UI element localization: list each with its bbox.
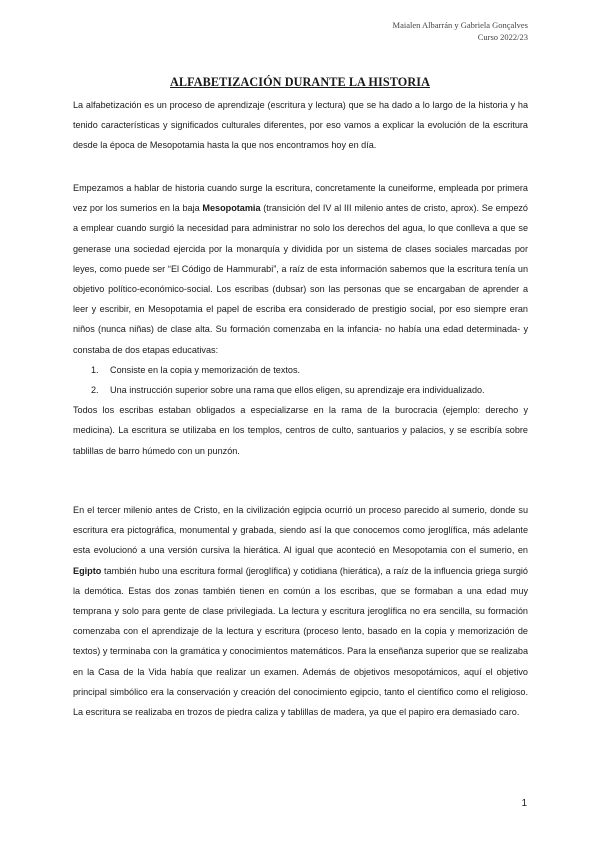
page-header [393, 19, 528, 43]
list-item-text: Consiste en la copia y memorización de textos. [110, 364, 301, 375]
text-run: Empezamos a hablar de historia cuando surge la escritura, concretamente la cuneiforme, empleada por primera vez por los sumerios en la baja [73, 183, 528, 214]
paragraph-egypt [73, 500, 528, 722]
bold-term-mesopotamia: Mesopotamia [202, 203, 261, 214]
text-run: En el tercer milenio antes de Cristo, en la civilización egipcia ocurrió un proceso parecido al sumerio, donde su escritura era pictográfica, monumental y grabada, siendo así la que conocemos como jeroglífica, más adelante esta evolucionó a una versión cursiva la hierática. Al igual que aconteció en Mesopotamia con el sumerio, en [73, 505, 528, 556]
paragraph-egypt-text [73, 500, 528, 722]
page-number: 1 [521, 798, 527, 809]
header-authors: Maialen Albarrán y Gabriela Gonçalves [392, 20, 528, 30]
paragraph-intro [73, 95, 528, 156]
paragraph-mesopotamia-continued: Todos los escribas estaban obligados a especializarse en la rama de la burocracia (ejemplo: derecho y medicina). La escritura se utilizaba en los templos, centros de culto, santuarios y palacios, y se escribía sobre tablillas de barro húmedo con un punzón. [73, 405, 528, 456]
document-title: ALFABETIZACIÓN DURANTE LA HISTORIA [170, 75, 430, 89]
list-item-number: 1. [91, 364, 99, 375]
list-item-text: Una instrucción superior sobre una rama que ellos eligen, su aprendizaje era individualizado. [110, 385, 485, 396]
paragraph-intro-text: La alfabetización es un proceso de aprendizaje (escritura y lectura) que se ha dado a lo largo de la historia y ha tenido características y significados culturales diferentes, por eso vamos a explicar la evolución de la escritura desde la época de Mesopotamia hasta la que nos encontramos hoy en día. [73, 100, 528, 151]
list-item-number: 2. [91, 385, 99, 396]
paragraph-mesopotamia-text [73, 178, 528, 360]
list-item [73, 380, 528, 400]
stages-list [73, 360, 528, 400]
paragraph-mesopotamia [73, 178, 528, 461]
text-run: también hubo una escritura formal (jeroglífica) y cotidiana (hierática), a raíz de la influencia griega surgió la demótica. Estas dos zonas también tienen en común a los escribas, que se formaban a una edad muy temprana y solo para gente de clase privilegiada. La lectura y escritura jeroglífica no era sencilla, su formación comenzaba con el aprendizaje de la lectura y escritura (proceso lento, basado en la copia y memorización de textos) y terminaba con la gramática y conocimientos matemáticos. Para la enseñanza superior que se realizaba en la Casa de la Vida había que realizar un examen. Además de objetivos mesopotámicos, aquí el objetivo principal simbólico era la conservación y creación del conocimiento egipcio, tanto el científico como el religioso. La escritura se realizaba en trozos de piedra caliza y tablillas de madera, ya que el papiro era demasiado caro. [73, 565, 528, 718]
list-item [73, 360, 528, 380]
text-run: (transición del IV al III milenio antes de cristo, aprox). Se empezó a emplear cuando surgió la necesidad para administrar no solo los derechos del agua, lo que conlleva a que se generase una sociedad ejercida por la monarquía y dividida por un sistema de clases sociales marcadas por leyes, como puede ser “El Código de Hammurabi”, a raíz de esta información sabemos que la escritura tenía un objetivo político-económico-social. Los escribas (dubsar) son las personas que se encargaban de aprender a leer y escribir, en Mesopotamia el papel de escriba era considerado de prestigio social, por eso siempre eran niños (nunca niñas) de clase alta. Su formación comenzaba en la infancia- no había una edad determinada- y constaba de dos etapas educativas: [73, 203, 528, 355]
bold-term-egipto: Egipto [73, 565, 102, 576]
header-course: Curso 2022/23 [477, 32, 528, 42]
